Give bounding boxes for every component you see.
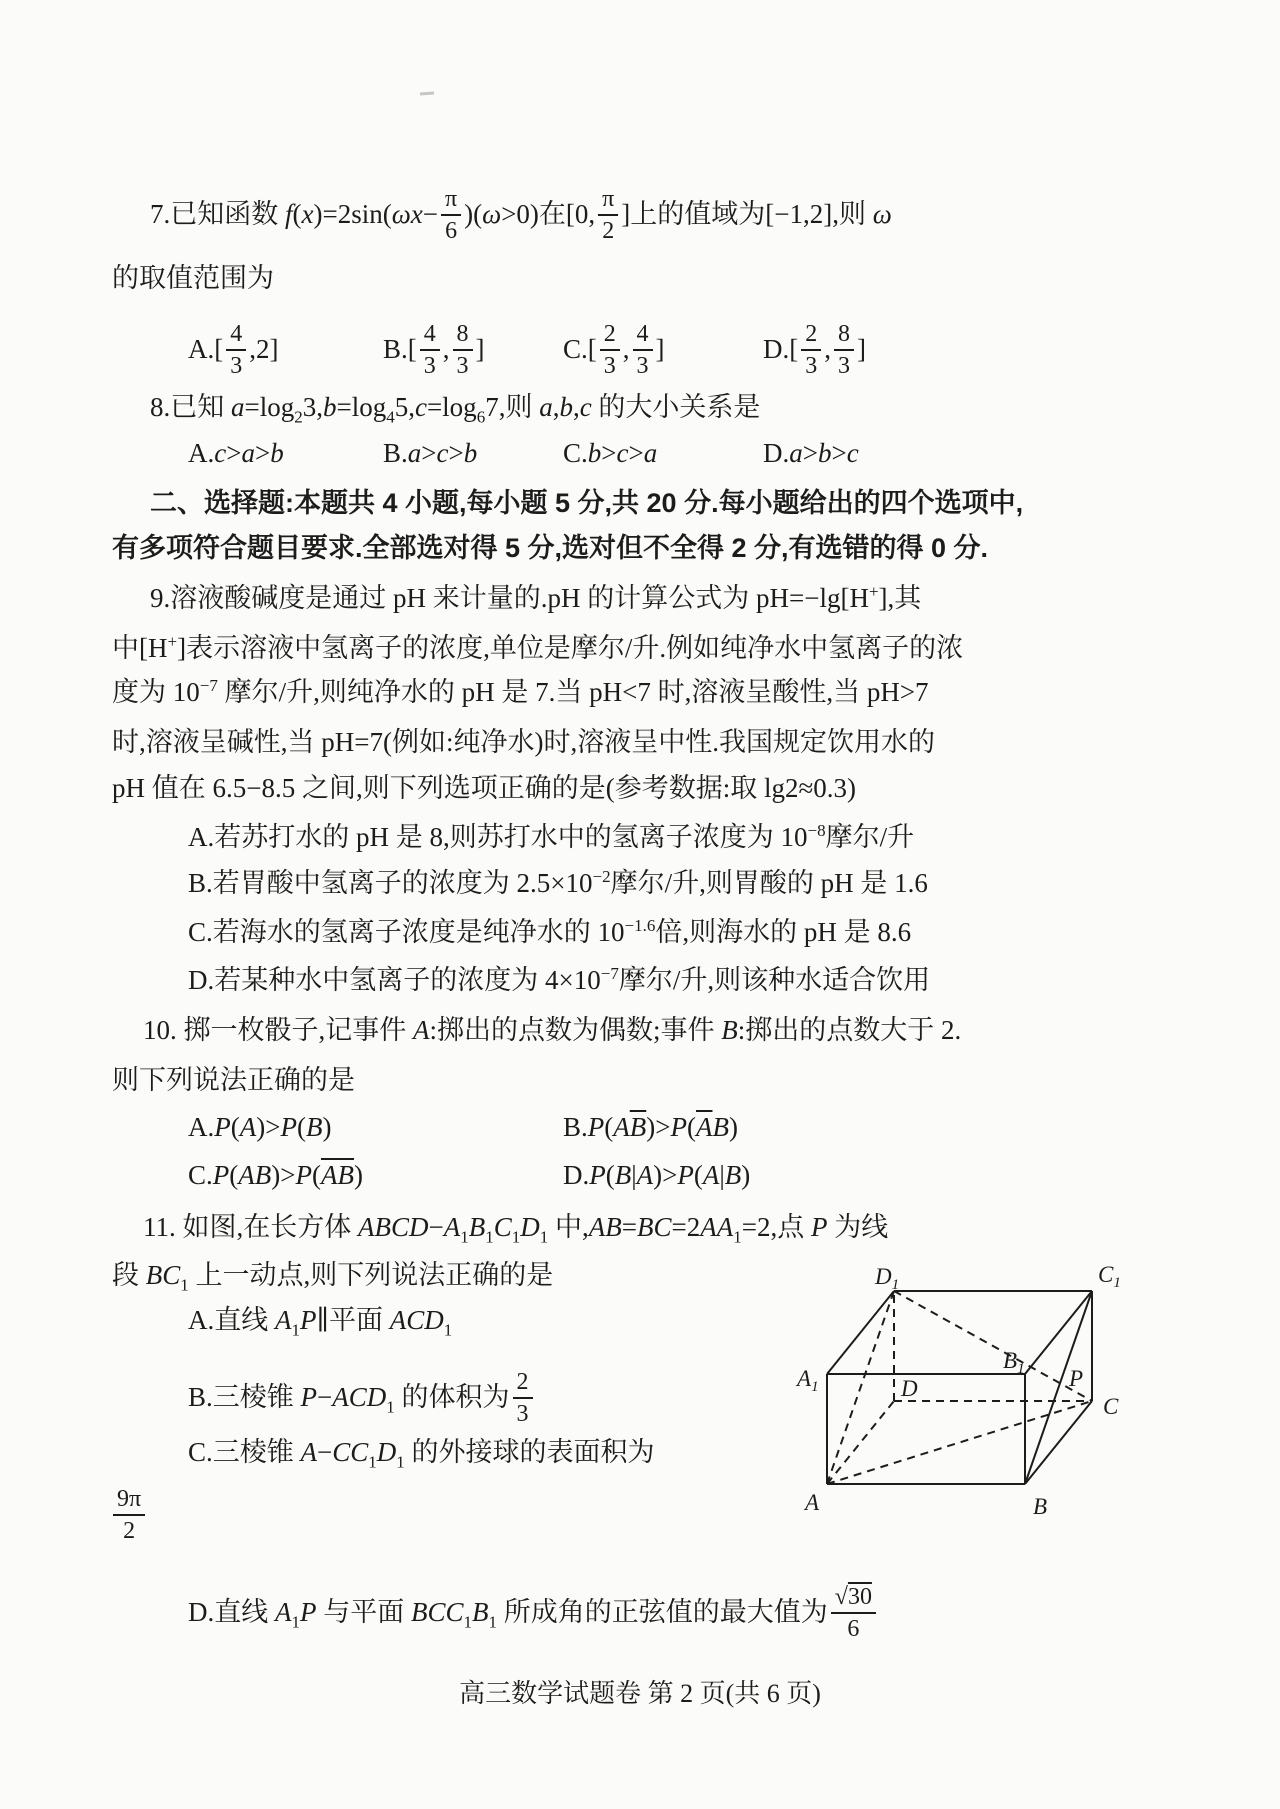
q9-stem-line4: 时,溶液呈碱性,当 pH=7(例如:纯净水)时,溶液呈中性.我国规定饮用水的 [112,727,935,757]
vertex-label-A1: $A_1$ [797,1366,819,1395]
q7-option-a: A.[ $\frac{4}{3}$ ,2] [188,321,279,379]
vertex-label-D: D [901,1376,918,1401]
vertex-label-B1: $B_1$ [1003,1348,1025,1377]
q8-option-c: C.b>c>a [563,438,658,468]
edge-B-C [1025,1401,1092,1484]
q9-stem-line5: pH 值在 6.5−8.5 之间,则下列选项正确的是(参考数据:取 lg2≈0.3) [112,773,857,803]
scan-artifact [420,92,434,96]
section2-header-line1: 二、选择题:本题共 4 小题,每小题 5 分,共 20 分.每小题给出的四个选项中, [150,488,1024,518]
section2-header-line2: 有多项符合题目要求.全部选对得 5 分,选对但不全得 2 分,有选错的得 0 分. [112,533,989,563]
vertex-label-C1: $C_1$ [1098,1262,1121,1291]
q8-option-b: B.a>c>b [383,438,478,468]
vertex-label-D1: $D_1$ [875,1264,900,1293]
edge-A1-D1 [827,1291,894,1374]
cuboid-hidden-and-section-lines [827,1291,1092,1484]
q7-option-c: C.[ $\frac{2}{3}$ , $\frac{4}{3}$ ] [563,321,665,379]
edge-A-D [827,1401,894,1484]
page-footer: 高三数学试题卷 第 2 页(共 6 页) [459,1679,821,1708]
diagonal-A-D1 [827,1291,894,1484]
vertex-label-C: C [1103,1394,1119,1419]
q11-option-a: A.直线 $A_1P\parallel$平面 $ACD_1$ [188,1305,453,1340]
q10-option-c: $C.P(AB)>P(\overline{A}\overline{B})$ [188,1160,363,1190]
q7-stem-line2: 的取值范围为 [112,263,274,293]
q11-option-c: C.三棱锥 $A-CC_1D_1$ 的外接球的表面积为 [188,1437,655,1472]
q11-option-d: D.直线 $A_1P$ 与平面 $BCC_1B_1$ 所成角的正弦值的最大值为 $\frac{√30}{6}$ [188,1586,879,1644]
q7-option-d: D.[ $\frac{2}{3}$ , $\frac{8}{3}$ ] [763,321,866,379]
q10-stem-line1: 10. 掷一枚骰子,记事件 A:掷出的点数为偶数;事件 B:掷出的点数大于 2. [143,1015,962,1045]
q10-option-d: D.P(B|A)>P(A|B) [563,1160,751,1190]
vertex-label-A: A [805,1490,820,1515]
vertex-label-P: P [1069,1366,1084,1391]
q11-stem-line1: 11. 如图,在长方体 $ABCD-A_1B_1C_1D_1$ 中$,AB=BC=2AA_1=2$,点 P 为线 [143,1212,889,1247]
q10-option-a: A.P(A)>P(B) [188,1112,332,1142]
q10-stem-line2: 则下列说法正确的是 [112,1065,355,1095]
q9-option-c: C.若海水的氢离子浓度是纯净水的 $10^{-1.6}$倍,则海水的 pH 是 8.6 [188,916,912,947]
vertex-label-B: B [1033,1494,1048,1519]
q7-option-b: B.[ $\frac{4}{3}$ , $\frac{8}{3}$ ] [383,321,485,379]
cuboid-solid-edges [827,1291,1092,1484]
q9-option-b: B.若胃酸中氢离子的浓度为 $2.5\times 10^{-2}$摩尔/升,则胃酸的 pH 是 1.6 [188,867,928,898]
cuboid-figure [795,1252,1140,1552]
q9-stem-line1: 9.溶液酸碱度是通过 pH 来计量的.pH 的计算公式为 pH=−lg[H+],其 [150,582,922,613]
q10-option-b: $B.P(A\overline{B})>P(\overline{A}B)$ [563,1112,738,1142]
q11-stem-line2: 段 $BC_1$ 上一动点,则下列说法正确的是 [112,1260,554,1295]
q9-option-a: A.若苏打水的 pH 是 8,则苏打水中的氢离子浓度为 $10^{-8}$摩尔/升 [188,821,915,852]
diagonal-D1-C [894,1291,1092,1401]
q7-stem-line1: 7.已知函数 f(x)=2sin(ωx− $\frac{\pi}{6}$ )(ω>0)在[0, $\frac{\pi}{2}$ ]上的值域为[−1,2],则 ω [150,186,892,244]
cuboid-vertex-labels [795,1262,1121,1519]
q8-stem: 8.已知 $a=\log_23,b=\log_45,c=\log_67$,则 a,b,c 的大小关系是 [150,392,761,427]
q9-option-d: D.若某种水中氢离子的浓度为 $4\times 10^{-7}$摩尔/升,则该种水适合饮用 [188,964,931,995]
edge-B1-C1 [1025,1291,1092,1374]
q8-option-d: D.a>b>c [763,438,859,468]
diagonal-A-C [827,1401,1092,1484]
q11-option-c-continuation: $\frac{9\pi}{2}$ [110,1488,148,1546]
q8-option-a: A.c>a>b [188,438,284,468]
q9-stem-line2: 中[H+]表示溶液中氢离子的浓度,单位是摩尔/升.例如纯净水中氢离子的浓 [112,632,964,663]
q9-stem-line3: 度为 $10^{-7}$ 摩尔/升,则纯净水的 pH 是 7.当 pH<7 时,溶液呈酸性,当 pH>7 [112,676,929,707]
q11-option-b: B.三棱锥 $P-ACD_1$ 的体积为 $\frac{2}{3}$ [188,1371,536,1429]
